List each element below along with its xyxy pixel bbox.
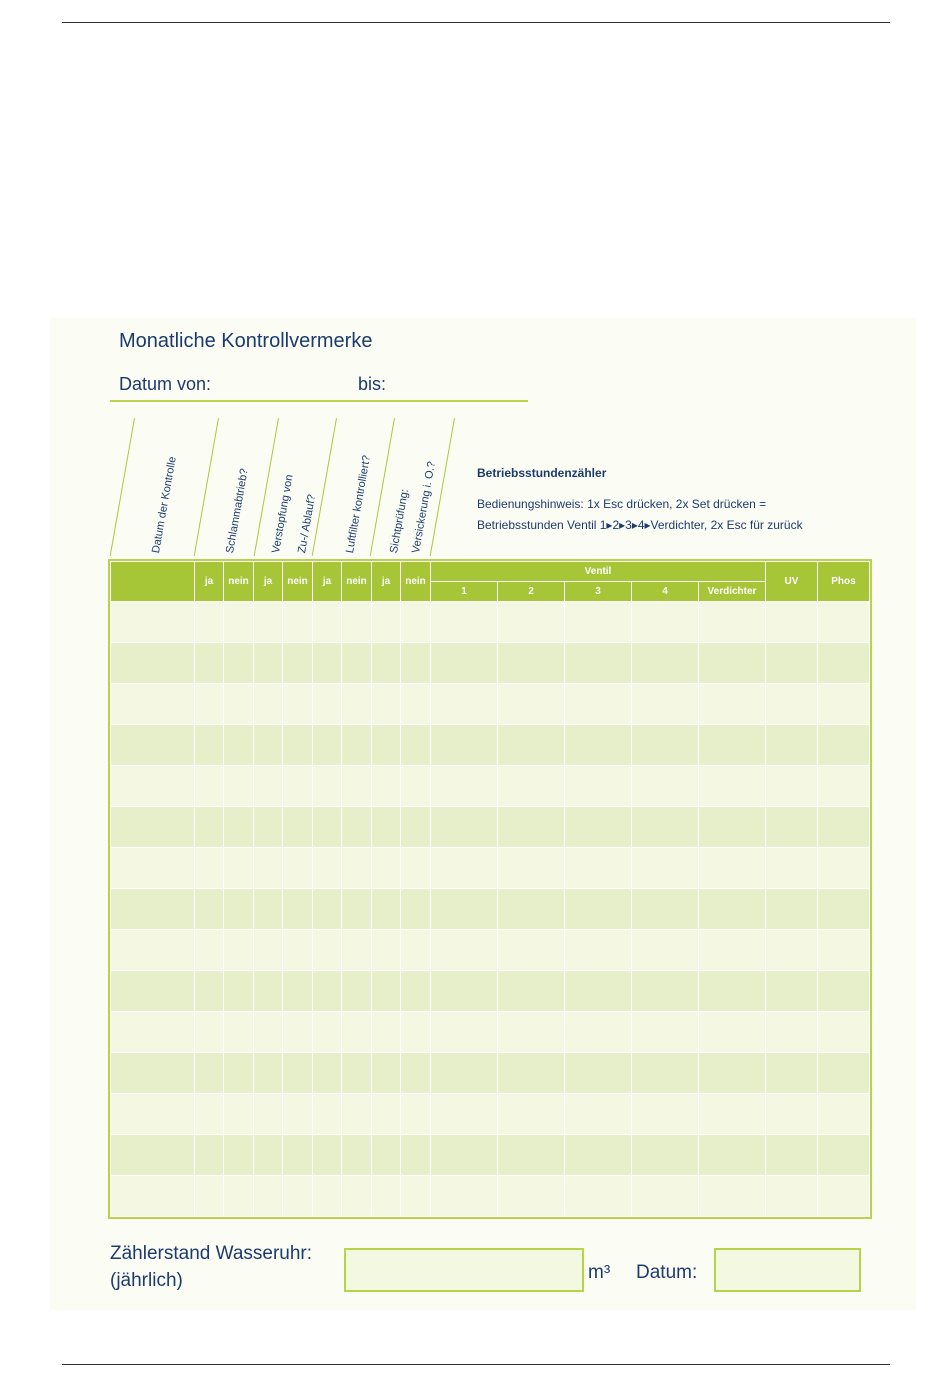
unit-label: m³	[588, 1262, 611, 1283]
table-cell[interactable]	[224, 930, 254, 971]
table-cell[interactable]	[401, 684, 431, 725]
table-cell[interactable]	[565, 1053, 632, 1094]
header-nein: nein	[401, 562, 431, 602]
table-cell[interactable]	[401, 1094, 431, 1135]
table-cell[interactable]	[195, 807, 224, 848]
table-cell[interactable]	[254, 1012, 283, 1053]
footer-datum-label: Datum:	[636, 1262, 698, 1283]
table-cell[interactable]	[632, 643, 699, 684]
table-cell[interactable]	[632, 1176, 699, 1217]
table-cell[interactable]	[313, 1135, 342, 1176]
table-cell[interactable]	[766, 1176, 818, 1217]
col-label-verstopfung-1: Verstopfung von	[270, 473, 296, 555]
table-cell[interactable]	[766, 1094, 818, 1135]
table-row	[111, 848, 870, 889]
table-cell[interactable]	[632, 930, 699, 971]
table-row	[111, 1012, 870, 1053]
table-cell[interactable]	[313, 643, 342, 684]
table-cell[interactable]	[431, 848, 498, 889]
table-cell[interactable]	[498, 602, 565, 643]
table-cell[interactable]	[431, 643, 498, 684]
header-nein: nein	[342, 562, 372, 602]
header-ventil-2: 2	[498, 582, 565, 602]
table-cell[interactable]	[565, 930, 632, 971]
table-cell[interactable]	[766, 725, 818, 766]
header-verdichter: Verdichter	[699, 582, 766, 602]
table-cell[interactable]	[565, 1135, 632, 1176]
table-cell[interactable]	[254, 1176, 283, 1217]
table-cell[interactable]	[224, 1176, 254, 1217]
table-cell[interactable]	[111, 643, 195, 684]
table-cell[interactable]	[498, 930, 565, 971]
table-cell[interactable]	[254, 1053, 283, 1094]
table-cell[interactable]	[224, 725, 254, 766]
table-cell[interactable]	[401, 971, 431, 1012]
table-cell[interactable]	[632, 889, 699, 930]
table-cell[interactable]	[401, 807, 431, 848]
table-cell[interactable]	[498, 725, 565, 766]
table-cell[interactable]	[372, 602, 401, 643]
table-cell[interactable]	[401, 930, 431, 971]
table-cell[interactable]	[313, 1012, 342, 1053]
table-cell[interactable]	[313, 725, 342, 766]
table-cell[interactable]	[632, 1135, 699, 1176]
header-nein: nein	[224, 562, 254, 602]
table-cell[interactable]	[818, 1053, 870, 1094]
table-cell[interactable]	[632, 684, 699, 725]
table-cell[interactable]	[431, 1012, 498, 1053]
bottom-rule	[62, 1364, 890, 1365]
table-cell[interactable]	[283, 889, 313, 930]
table-cell[interactable]	[498, 684, 565, 725]
table-cell[interactable]	[254, 766, 283, 807]
table-cell[interactable]	[565, 643, 632, 684]
table-cell[interactable]	[111, 1094, 195, 1135]
table-cell[interactable]	[195, 725, 224, 766]
col-label-luftfilter: Luftfilter kontrolliert?	[344, 454, 374, 555]
table-cell[interactable]	[766, 971, 818, 1012]
table-cell[interactable]	[699, 602, 766, 643]
col-label-sicht-1: Sichtprüfung:	[388, 488, 412, 555]
table-cell[interactable]	[766, 807, 818, 848]
table-cell[interactable]	[699, 930, 766, 971]
datum-von-label: Datum von:	[119, 374, 212, 394]
table-cell[interactable]	[766, 889, 818, 930]
table-cell[interactable]	[342, 1135, 372, 1176]
table-cell[interactable]	[283, 848, 313, 889]
header-ventil: Ventil	[431, 562, 766, 582]
header-ventil-1: 1	[431, 582, 498, 602]
table-cell[interactable]	[283, 725, 313, 766]
table-cell[interactable]	[342, 725, 372, 766]
table-cell[interactable]	[254, 971, 283, 1012]
table-row	[111, 643, 870, 684]
table-cell[interactable]	[766, 643, 818, 684]
table-cell[interactable]	[372, 848, 401, 889]
col-label-datum: Datum der Kontrolle	[150, 455, 179, 555]
table-cell[interactable]	[254, 725, 283, 766]
table-cell[interactable]	[283, 807, 313, 848]
table-cell[interactable]	[431, 725, 498, 766]
table-cell[interactable]	[431, 766, 498, 807]
table-cell[interactable]	[283, 1053, 313, 1094]
table-cell[interactable]	[565, 766, 632, 807]
table-cell[interactable]	[498, 848, 565, 889]
table-cell[interactable]	[699, 684, 766, 725]
table-cell[interactable]	[342, 1012, 372, 1053]
table-cell[interactable]	[818, 1176, 870, 1217]
table-cell[interactable]	[195, 1053, 224, 1094]
table-cell[interactable]	[401, 643, 431, 684]
header-datum	[111, 562, 195, 602]
table-cell[interactable]	[431, 930, 498, 971]
table-cell[interactable]	[565, 602, 632, 643]
table-cell[interactable]	[431, 684, 498, 725]
table-cell[interactable]	[283, 602, 313, 643]
table-cell[interactable]	[283, 766, 313, 807]
table-cell[interactable]	[283, 643, 313, 684]
table-cell[interactable]	[283, 1176, 313, 1217]
table-cell[interactable]	[431, 1053, 498, 1094]
table-cell[interactable]	[195, 1094, 224, 1135]
table-cell[interactable]	[372, 1094, 401, 1135]
table-cell[interactable]	[283, 684, 313, 725]
table-cell[interactable]	[401, 1053, 431, 1094]
table-cell[interactable]	[818, 848, 870, 889]
table-cell[interactable]	[372, 766, 401, 807]
table-cell[interactable]	[254, 1135, 283, 1176]
table-cell[interactable]	[111, 889, 195, 930]
table-row	[111, 971, 870, 1012]
table-cell[interactable]	[342, 807, 372, 848]
table-cell[interactable]	[224, 848, 254, 889]
table-row	[111, 1094, 870, 1135]
table-cell[interactable]	[766, 930, 818, 971]
table-cell[interactable]	[195, 889, 224, 930]
table-cell[interactable]	[342, 602, 372, 643]
datum-line[interactable]	[110, 400, 528, 402]
table-cell[interactable]	[254, 889, 283, 930]
header-nein: nein	[283, 562, 313, 602]
table-cell[interactable]	[372, 1176, 401, 1217]
table-cell[interactable]	[313, 602, 342, 643]
table-cell[interactable]	[254, 684, 283, 725]
table-cell[interactable]	[313, 766, 342, 807]
table-cell[interactable]	[342, 971, 372, 1012]
table-cell[interactable]	[632, 602, 699, 643]
table-cell[interactable]	[401, 1135, 431, 1176]
table-cell[interactable]	[195, 848, 224, 889]
table-cell[interactable]	[766, 602, 818, 643]
table-cell[interactable]	[372, 725, 401, 766]
table-cell[interactable]	[195, 1176, 224, 1217]
betriebsstunden-heading: Betriebsstundenzähler	[477, 466, 607, 480]
table-cell[interactable]	[254, 930, 283, 971]
table-cell[interactable]	[818, 807, 870, 848]
table-cell[interactable]	[195, 971, 224, 1012]
header-ventil-4: 4	[632, 582, 699, 602]
table-cell[interactable]	[254, 643, 283, 684]
table-cell[interactable]	[632, 971, 699, 1012]
table-cell[interactable]	[195, 930, 224, 971]
table-cell[interactable]	[401, 602, 431, 643]
table-row	[111, 725, 870, 766]
table-cell[interactable]	[342, 684, 372, 725]
table-row	[111, 889, 870, 930]
table-cell[interactable]	[111, 971, 195, 1012]
table-cell[interactable]	[401, 766, 431, 807]
table-cell[interactable]	[632, 807, 699, 848]
table-cell[interactable]	[111, 1012, 195, 1053]
table-cell[interactable]	[372, 1053, 401, 1094]
table-cell[interactable]	[224, 889, 254, 930]
bis-label: bis:	[358, 374, 387, 394]
table-cell[interactable]	[195, 766, 224, 807]
table-row	[111, 602, 870, 643]
top-rule	[62, 22, 890, 23]
table-cell[interactable]	[766, 766, 818, 807]
table-cell[interactable]	[111, 1053, 195, 1094]
table-cell[interactable]	[565, 725, 632, 766]
table-cell[interactable]	[111, 725, 195, 766]
table-row	[111, 1176, 870, 1217]
col-label-sicht-2: Versickerung i. O.?	[410, 460, 438, 555]
table-cell[interactable]	[372, 807, 401, 848]
table-cell[interactable]	[372, 971, 401, 1012]
table-cell[interactable]	[224, 1053, 254, 1094]
table-cell[interactable]	[632, 1012, 699, 1053]
table-cell[interactable]	[283, 930, 313, 971]
table-cell[interactable]	[313, 1176, 342, 1217]
header-ja: ja	[254, 562, 283, 602]
form-title: Monatliche Kontrollvermerke	[119, 330, 373, 352]
table-cell[interactable]	[632, 1053, 699, 1094]
table-cell[interactable]	[283, 1094, 313, 1135]
table-cell[interactable]	[372, 1135, 401, 1176]
table-row	[111, 930, 870, 971]
table-cell[interactable]	[342, 930, 372, 971]
table-cell[interactable]	[342, 1176, 372, 1217]
table-cell[interactable]	[111, 684, 195, 725]
table-cell[interactable]	[342, 1053, 372, 1094]
table-cell[interactable]	[224, 766, 254, 807]
table-cell[interactable]	[818, 684, 870, 725]
col-label-verstopfung-2: Zu-/ Ablauf?	[296, 493, 319, 555]
table-cell[interactable]	[431, 889, 498, 930]
table-cell[interactable]	[498, 1012, 565, 1053]
control-table	[110, 561, 870, 1217]
table-cell[interactable]	[818, 602, 870, 643]
zaehlerstand-label: Zählerstand Wasseruhr:	[110, 1243, 313, 1264]
table-cell[interactable]	[342, 889, 372, 930]
table-cell[interactable]	[372, 643, 401, 684]
table-cell[interactable]	[565, 1176, 632, 1217]
table-cell[interactable]	[401, 848, 431, 889]
table-cell[interactable]	[313, 807, 342, 848]
table-cell[interactable]	[818, 1135, 870, 1176]
table-cell[interactable]	[283, 1012, 313, 1053]
table-cell[interactable]	[498, 766, 565, 807]
table-cell[interactable]	[699, 1053, 766, 1094]
table-cell[interactable]	[565, 971, 632, 1012]
header-uv: UV	[766, 562, 818, 602]
table-cell[interactable]	[699, 848, 766, 889]
table-cell[interactable]	[818, 725, 870, 766]
table-cell[interactable]	[818, 889, 870, 930]
table-cell[interactable]	[565, 684, 632, 725]
table-cell[interactable]	[342, 766, 372, 807]
jaehrlich-label: (jährlich)	[110, 1270, 183, 1291]
table-cell[interactable]	[401, 725, 431, 766]
table-cell[interactable]	[283, 971, 313, 1012]
table-cell[interactable]	[498, 807, 565, 848]
table-cell[interactable]	[699, 1135, 766, 1176]
header-ventil-3: 3	[565, 582, 632, 602]
table-cell[interactable]	[818, 766, 870, 807]
table-cell[interactable]	[498, 1135, 565, 1176]
table-cell[interactable]	[224, 807, 254, 848]
table-cell[interactable]	[431, 1176, 498, 1217]
table-cell[interactable]	[195, 643, 224, 684]
table-cell[interactable]	[699, 889, 766, 930]
table-cell[interactable]	[342, 1094, 372, 1135]
col-label-schlamm: Schlammabtrieb?	[224, 467, 251, 555]
table-cell[interactable]	[254, 602, 283, 643]
table-cell[interactable]	[498, 971, 565, 1012]
table-cell[interactable]	[632, 766, 699, 807]
table-cell[interactable]	[111, 766, 195, 807]
table-cell[interactable]	[224, 1012, 254, 1053]
footer-datum-field[interactable]	[714, 1248, 861, 1292]
table-row	[111, 1135, 870, 1176]
table-cell[interactable]	[699, 643, 766, 684]
table-cell[interactable]	[818, 1012, 870, 1053]
table-cell[interactable]	[699, 807, 766, 848]
table-cell[interactable]	[632, 848, 699, 889]
table-cell[interactable]	[111, 1135, 195, 1176]
table-cell[interactable]	[699, 971, 766, 1012]
header-ja: ja	[313, 562, 342, 602]
table-cell[interactable]	[818, 971, 870, 1012]
table-cell[interactable]	[313, 848, 342, 889]
table-cell[interactable]	[224, 602, 254, 643]
header-ja: ja	[195, 562, 224, 602]
table-cell[interactable]	[401, 1012, 431, 1053]
table-cell[interactable]	[565, 889, 632, 930]
table-cell[interactable]	[372, 684, 401, 725]
table-cell[interactable]	[224, 1094, 254, 1135]
table-cell[interactable]	[431, 1135, 498, 1176]
table-cell[interactable]	[498, 1176, 565, 1217]
table-cell[interactable]	[111, 848, 195, 889]
table-cell[interactable]	[254, 848, 283, 889]
table-cell[interactable]	[699, 1176, 766, 1217]
table-cell[interactable]	[565, 1012, 632, 1053]
table-row	[111, 766, 870, 807]
table-cell[interactable]	[766, 1012, 818, 1053]
table-cell[interactable]	[195, 602, 224, 643]
table-body	[111, 602, 870, 1217]
table-cell[interactable]	[224, 971, 254, 1012]
table-cell[interactable]	[372, 889, 401, 930]
table-cell[interactable]	[498, 1053, 565, 1094]
table-cell[interactable]	[766, 684, 818, 725]
table-cell[interactable]	[431, 971, 498, 1012]
table-cell[interactable]	[195, 1012, 224, 1053]
table-row	[111, 1053, 870, 1094]
table-cell[interactable]	[766, 1135, 818, 1176]
table-cell[interactable]	[342, 848, 372, 889]
table-cell[interactable]	[565, 807, 632, 848]
table-cell[interactable]	[313, 1053, 342, 1094]
table-cell[interactable]	[431, 807, 498, 848]
table-cell[interactable]	[313, 930, 342, 971]
table-cell[interactable]	[766, 1053, 818, 1094]
betriebsstunden-hint: Bedienungshinweis: 1x Esc drücken, 2x Set drücken = Betriebsstunden Ventil 1▸2▸3▸4▸Verdichter, 2x Esc für zurück	[477, 497, 803, 532]
table-cell[interactable]	[699, 1094, 766, 1135]
table-cell[interactable]	[195, 1135, 224, 1176]
table-cell[interactable]	[195, 684, 224, 725]
table-cell[interactable]	[111, 807, 195, 848]
table-cell[interactable]	[313, 684, 342, 725]
header-ja: ja	[372, 562, 401, 602]
table-cell[interactable]	[111, 1176, 195, 1217]
table-cell[interactable]	[111, 602, 195, 643]
table-cell[interactable]	[224, 684, 254, 725]
zaehlerstand-field[interactable]	[344, 1248, 584, 1292]
table-cell[interactable]	[431, 602, 498, 643]
table-cell[interactable]	[313, 971, 342, 1012]
table-cell[interactable]	[632, 1094, 699, 1135]
table-cell[interactable]	[401, 1176, 431, 1217]
table-cell[interactable]	[498, 1094, 565, 1135]
table-cell[interactable]	[254, 1094, 283, 1135]
table-cell[interactable]	[431, 1094, 498, 1135]
table-cell[interactable]	[632, 725, 699, 766]
table-row	[111, 684, 870, 725]
header-phos: Phos	[818, 562, 870, 602]
table-cell[interactable]	[254, 807, 283, 848]
table-cell[interactable]	[699, 1012, 766, 1053]
table-cell[interactable]	[401, 889, 431, 930]
table-cell[interactable]	[313, 1094, 342, 1135]
table-cell[interactable]	[283, 1135, 313, 1176]
table-cell[interactable]	[565, 1094, 632, 1135]
table-cell[interactable]	[313, 889, 342, 930]
table-row	[111, 807, 870, 848]
table-cell[interactable]	[498, 643, 565, 684]
table-cell[interactable]	[372, 1012, 401, 1053]
table-cell[interactable]	[818, 643, 870, 684]
table-cell[interactable]	[342, 643, 372, 684]
table-cell[interactable]	[565, 848, 632, 889]
table-cell[interactable]	[818, 1094, 870, 1135]
table-cell[interactable]	[818, 930, 870, 971]
table-cell[interactable]	[372, 930, 401, 971]
table-cell[interactable]	[224, 643, 254, 684]
table-cell[interactable]	[224, 1135, 254, 1176]
table-cell[interactable]	[111, 930, 195, 971]
table-cell[interactable]	[498, 889, 565, 930]
table-cell[interactable]	[699, 766, 766, 807]
table-cell[interactable]	[766, 848, 818, 889]
table-cell[interactable]	[699, 725, 766, 766]
